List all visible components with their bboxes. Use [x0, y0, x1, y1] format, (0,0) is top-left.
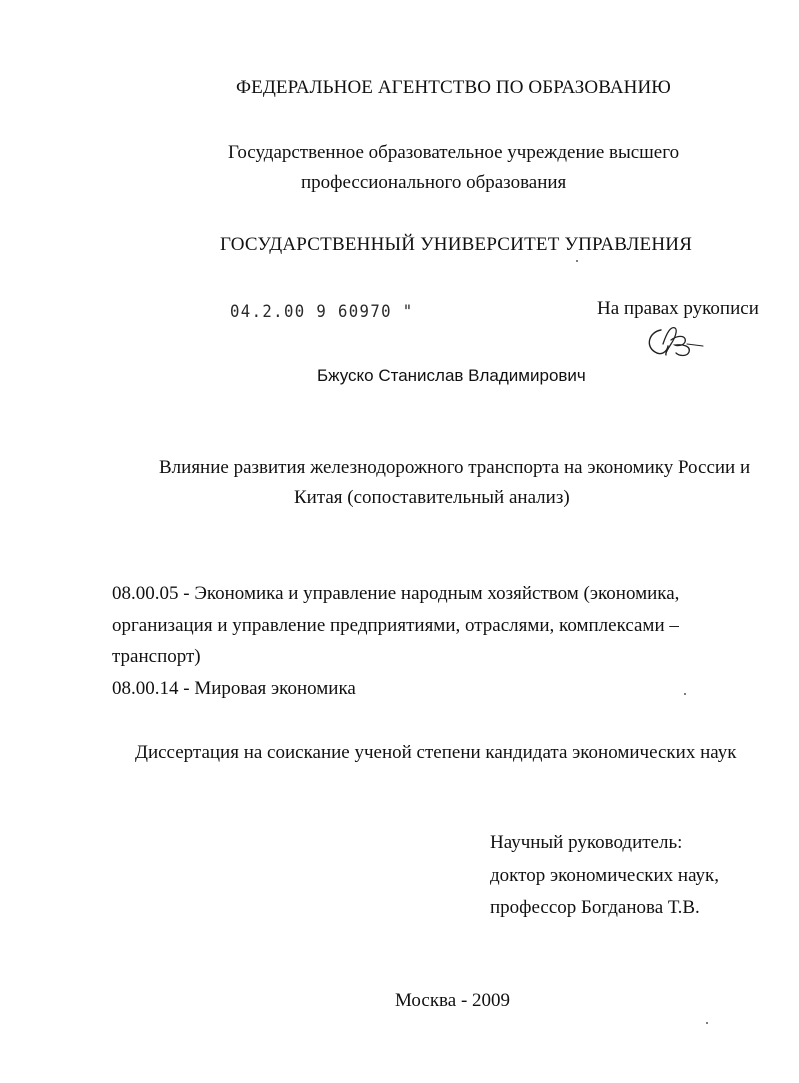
registration-stamp: 04.2.00 9 60970 " [230, 302, 414, 322]
university-heading: ГОСУДАРСТВЕННЫЙ УНИВЕРСИТЕТ УПРАВЛЕНИЯ [220, 234, 693, 255]
rights-note: На правах рукописи [597, 298, 759, 319]
city-year: Москва - 2009 [395, 990, 511, 1011]
scan-speck [684, 693, 686, 695]
institution-line-1: Государственное образовательное учреждение высшего [228, 142, 680, 163]
specialty-line-1: 08.00.05 - Экономика и управление народным хозяйством (экономика, [112, 583, 680, 604]
scan-speck [576, 260, 578, 262]
advisor-name: профессор Богданова Т.В. [490, 897, 700, 918]
dissertation-title-line-2: Китая (сопоставительный анализ) [294, 487, 570, 508]
scan-speck [706, 1022, 708, 1024]
handwritten-signature [641, 322, 707, 362]
advisor-degree: доктор экономических наук, [490, 865, 720, 886]
specialty-line-2: организация и управление предприятиями, отраслями, комплексами – [112, 615, 679, 636]
dissertation-title-line-1: Влияние развития железнодорожного транспорта на экономику России и [159, 457, 751, 478]
advisor-label: Научный руководитель: [490, 832, 683, 853]
specialty-line-3: транспорт) [112, 646, 201, 667]
author-name: Бжуско Станислав Владимирович [317, 366, 586, 385]
specialty-line-4: 08.00.14 - Мировая экономика [112, 678, 356, 699]
agency-heading: ФЕДЕРАЛЬНОЕ АГЕНТСТВО ПО ОБРАЗОВАНИЮ [236, 77, 671, 98]
dissertation-degree-note: Диссертация на соискание ученой степени кандидата экономических наук [135, 742, 737, 763]
institution-line-2: профессионального образования [301, 172, 567, 193]
